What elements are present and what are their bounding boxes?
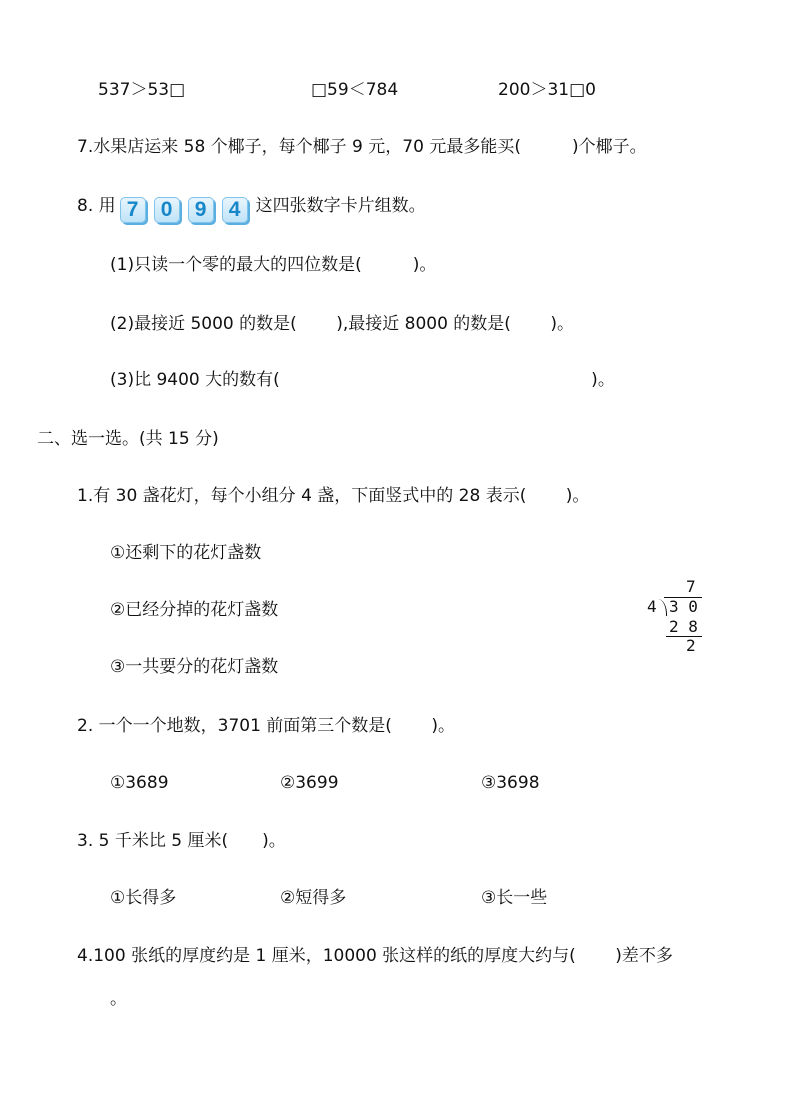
question-8-sub-2: (2)最接近 5000 的数是( ),最接近 8000 的数是( )。 xyxy=(110,314,574,334)
question-8 xyxy=(77,195,426,223)
s2-q2-option-3: ③3698 xyxy=(481,773,540,793)
question-8-sub-3: (3)比 9400 大的数有( )。 xyxy=(110,370,615,390)
division-product: 2 8 xyxy=(669,617,698,636)
s2-question-4: 4.100 张纸的厚度约是 1 厘米，10000 张这样的纸的厚度大约与( )差不多 xyxy=(77,946,673,966)
s2-q2-option-1: ①3689 xyxy=(110,773,169,793)
section-2-heading: 二、选一选。(共 15 分) xyxy=(37,429,219,449)
division-divisor: 4 xyxy=(647,597,657,616)
division-quotient: 7 xyxy=(686,577,696,596)
s2-q3-option-3: ③长一些 xyxy=(481,888,548,908)
comparison-2: □59＜784 xyxy=(311,80,399,100)
s2-q1-option-1: ①还剩下的花灯盏数 xyxy=(110,543,262,563)
division-dividend: 3 0 xyxy=(669,597,698,616)
division-bottom-bar xyxy=(666,636,702,637)
question-7: 7.水果店运来 58 个椰子，每个椰子 9 元，70 元最多能买( )个椰子。 xyxy=(77,137,647,157)
s2-question-4-tail: 。 xyxy=(110,989,127,1009)
division-bracket xyxy=(658,599,667,616)
s2-q3-option-1: ①长得多 xyxy=(110,888,177,908)
number-card-0: 0 xyxy=(154,197,180,223)
comparison-3: 200＞31□0 xyxy=(498,80,596,100)
number-card-4: 4 xyxy=(222,197,248,223)
s2-q1-option-2: ②已经分掉的花灯盏数 xyxy=(110,600,279,620)
division-remainder: 2 xyxy=(686,636,696,655)
long-division xyxy=(646,578,706,654)
s2-question-1: 1.有 30 盏花灯，每个小组分 4 盏，下面竖式中的 28 表示( )。 xyxy=(77,486,590,506)
number-card-7: 7 xyxy=(120,197,146,223)
number-cards xyxy=(120,195,256,223)
s2-q1-option-3: ③一共要分的花灯盏数 xyxy=(110,657,279,677)
question-8-prefix: 8. 用 xyxy=(77,196,116,216)
question-8-sub-1: (1)只读一个零的最大的四位数是( )。 xyxy=(110,255,437,275)
s2-question-3: 3. 5 千米比 5 厘米( )。 xyxy=(77,831,286,851)
number-card-9: 9 xyxy=(188,197,214,223)
s2-q3-option-2: ②短得多 xyxy=(280,888,347,908)
question-8-suffix: 这四张数字卡片组数。 xyxy=(255,196,426,216)
comparison-1: 537＞53□ xyxy=(98,80,186,100)
s2-question-2: 2. 一个一个地数，3701 前面第三个数是( )。 xyxy=(77,716,455,736)
s2-q2-option-2: ②3699 xyxy=(280,773,339,793)
